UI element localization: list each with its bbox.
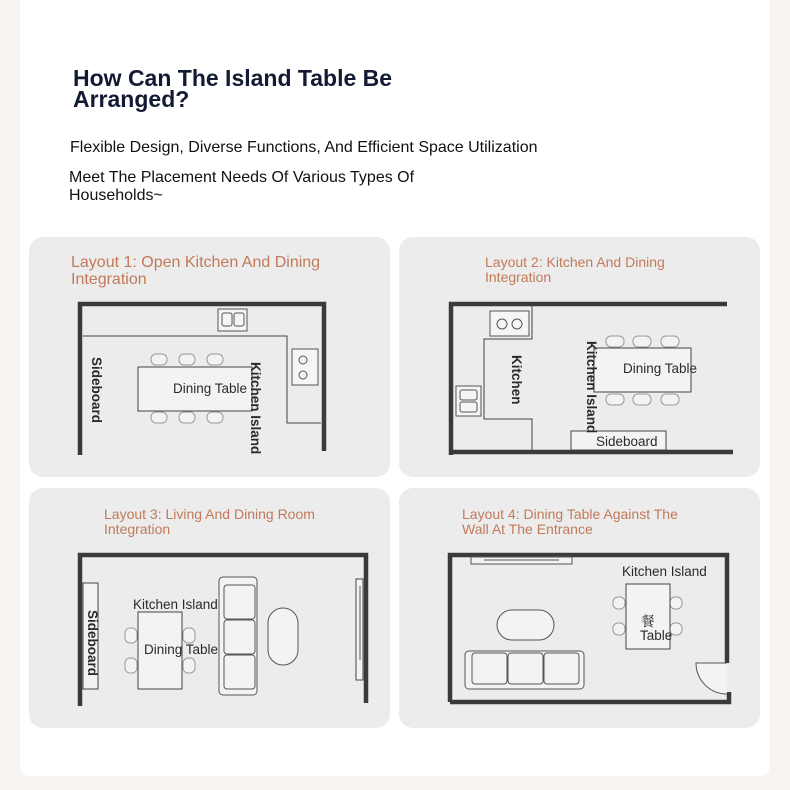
kitchen-island-label: Kitchen Island [248,362,263,455]
tv-cabinet-shape [471,557,572,564]
sink-icon [218,309,247,331]
layout-title-2: Layout 2: Kitchen And Dining Integration [485,254,665,285]
coffee-table-shape [268,608,298,665]
stove-icon [292,349,318,385]
sofa-icon [465,651,584,689]
layout-card-3 [29,488,390,728]
floor-plan-1 [29,237,390,477]
coffee-table-shape [497,610,554,640]
layout-title-3: Layout 3: Living And Dining Room Integration [104,506,315,537]
sideboard-label: Sideboard [596,434,658,449]
dining-table-label: Dining Table [173,381,248,396]
stove-icon [490,311,529,336]
layout-title-4: Layout 4: Dining Table Against The Wall At The Entrance [462,506,678,537]
kitchen-island-label: Kitchen Island [584,341,599,434]
page-title: How Can The Island Table Be Arranged? [73,65,393,112]
sofa-icon [219,577,257,695]
table-label: Table [640,628,673,643]
page-description: Meet The Placement Needs Of Various Types Of Households~ [69,169,415,204]
page-subtitle: Flexible Design, Diverse Functions, And Efficient Space Utilization [70,139,538,156]
floor-plan-2 [399,237,760,477]
kitchen-island-label: Kitchen Island [622,564,707,579]
sideboard-label: Sideboard [89,357,104,424]
kitchen-island-label: Kitchen Island [133,597,218,612]
sideboard-label: Sideboard [85,610,100,677]
sink-icon [456,386,481,416]
dining-table-label: Dining Table [623,361,698,376]
floor-plan-3 [29,488,390,728]
dining-label: 餐 [641,614,655,629]
floor-plan-4 [399,488,760,728]
layout-card-2 [399,237,760,477]
layout-card-1 [29,237,390,477]
layout-title-1: Layout 1: Open Kitchen And Dining Integration [71,254,321,288]
layout-card-4 [399,488,760,728]
dining-table-label: Dining Table [144,642,219,657]
entrance-door-icon [696,663,727,694]
kitchen-label: Kitchen [509,355,524,405]
